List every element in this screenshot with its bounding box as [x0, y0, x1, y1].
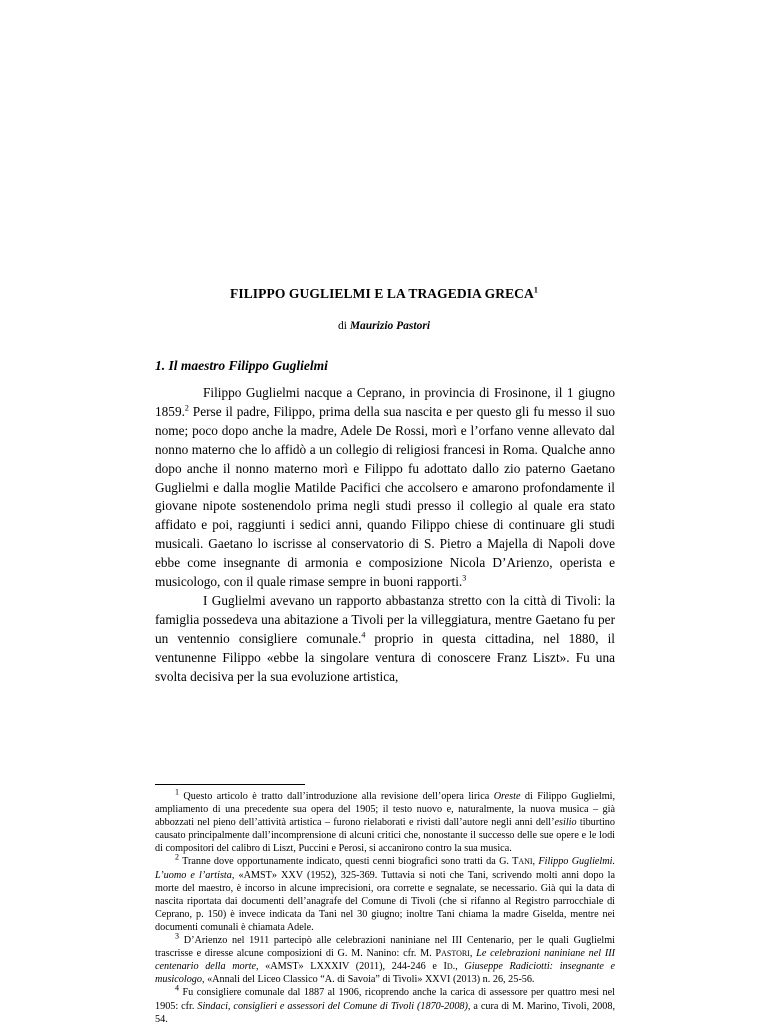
section-heading: 1. Il maestro Filippo Guglielmi: [155, 358, 328, 373]
footnote: $^1$ Questo articolo è tratto dall’introduzione alla revisione dell’opera lirica Oreste di Filippo Guglielmi, ampliamento di una precedente sua opera del 1905; il testo nuovo e, naturalmente, la nuova musica – già abbozzati nel pieno dell’attività artistica – furono rielaborati e rivisti dall’autore negli anni dell’esilio tiburtino causato principalmente dall’incomprensione di alcuni critici che, nonostante il successo delle sue opere e le lodi di compositori del calibro di Liszt, Puccini e Perosi, si accanirono contro la sua musica.: [155, 787, 616, 855]
footnote-ref-1[interactable]: 1: [533, 285, 538, 295]
author-name: Maurizio Pastori: [349, 320, 431, 332]
footnote-separator: [155, 784, 305, 785]
footnote-ref-2[interactable]: 2: [184, 403, 189, 413]
footnote: $^2$ Tranne dove opportunamente indicato, questi cenni biografici sono tratti da G. TANI, Filippo Guglielmi. L’uomo e l’artista, «AMST» XXV (1952), 325-369. Tuttavia si noti che Tani, scrivendo molti anni dopo la morte del maestro, è incorso in alcune imprecisioni, ora corrette e segnalate, se necessario. Già qui la data di nascita riportata dai documenti dell’anagrafe del Comune di Tivoli (che si rifanno al Registro parrocchiale di Ceprano, p. 150) è invece indicata da Tani nel 30 giugno; inoltre Tani chiama la madre Giselda, mentre nei documenti comunali è chiamata Adele.: [155, 853, 615, 933]
paragraph: Filippo Guglielmi nacque a Ceprano, in provincia di Frosinone, il 1 giugno 1859.$^2$ Perse il padre, Filippo, prima della sua nascita e per questo gli fu messo il suo nome; poco dopo anche la madre, Adele De Rossi, morì e l’orfano venne allevato dal nonno materno che lo affidò a un collegio di religiosi francesi in Roma. Qualche anno dopo anche il nonno materno morì e Filippo fu adottato dallo zio paterno Gaetano Guglielmi e dalla moglie Matilde Pacifici che accolsero e amarono profondamente il giovane nipote sostenendolo prima negli studi presso il collegio al quale era stato affidato e poi, raggiunti i sedici anni, quando Filippo chiese di continuare gli studi musicali. Gaetano lo iscrisse al conservatorio di S. Pietro a Majella di Napoli dove ebbe come insegnante di armonia e composizione Nicola D’Arienzo, operista e musicologo, con il quale rimase sempre in buoni rapporti.$^3$: [155, 385, 615, 590]
body-text: [155, 384, 615, 687]
footnote-ref-4[interactable]: 4: [361, 630, 366, 640]
footnote: $^3$ D’Arienzo nel 1911 partecipò alle celebrazioni naniniane nel III Centenario, per le quali Guglielmi trascrisse e diresse alcune composizioni di G. M. Nanino: cfr. M. PASTORI, Le celebrazioni naniniane nel III centenario della morte, «AMST» LXXXIV (2011), 244-246 e ID., Giuseppe Radiciotti: insegnante e musicologo, «Annali del Liceo Classico “A. di Savoia” di Tivoli» XXVI (2013) n. 26, 25-56.: [155, 931, 616, 986]
footnote-ref-3[interactable]: 3: [462, 573, 467, 583]
footnote: $^4$ Fu consigliere comunale dal 1887 al 1906, ricoprendo anche la carica di assessore per quattro mesi nel 1905: cfr. Sindaci, consiglieri e assessori del Comune di Tivoli (1870-2008), a cura di M. Marino, Tivoli, 2008, 54.: [155, 984, 615, 1025]
article-title: FILIPPO GUGLIELMI E LA TRAGEDIA GRECA$^1$: [230, 285, 538, 301]
author-byline: di Maurizio Pastori: [337, 320, 431, 332]
paragraph: I Guglielmi avevano un rapporto abbastanza stretto con la città di Tivoli: la famiglia possedeva una abitazione a Tivoli per la villeggiatura, mentre Gaetano fu per un ventennio consigliere comunale.$^4$ proprio in questa cittadina, nel 1880, il ventunenne Filippo «ebbe la singolare ventura di conoscere Franz Liszt». Fu una svolta decisiva per la sua evoluzione artistica,: [155, 592, 615, 684]
footnotes: [155, 787, 616, 1026]
